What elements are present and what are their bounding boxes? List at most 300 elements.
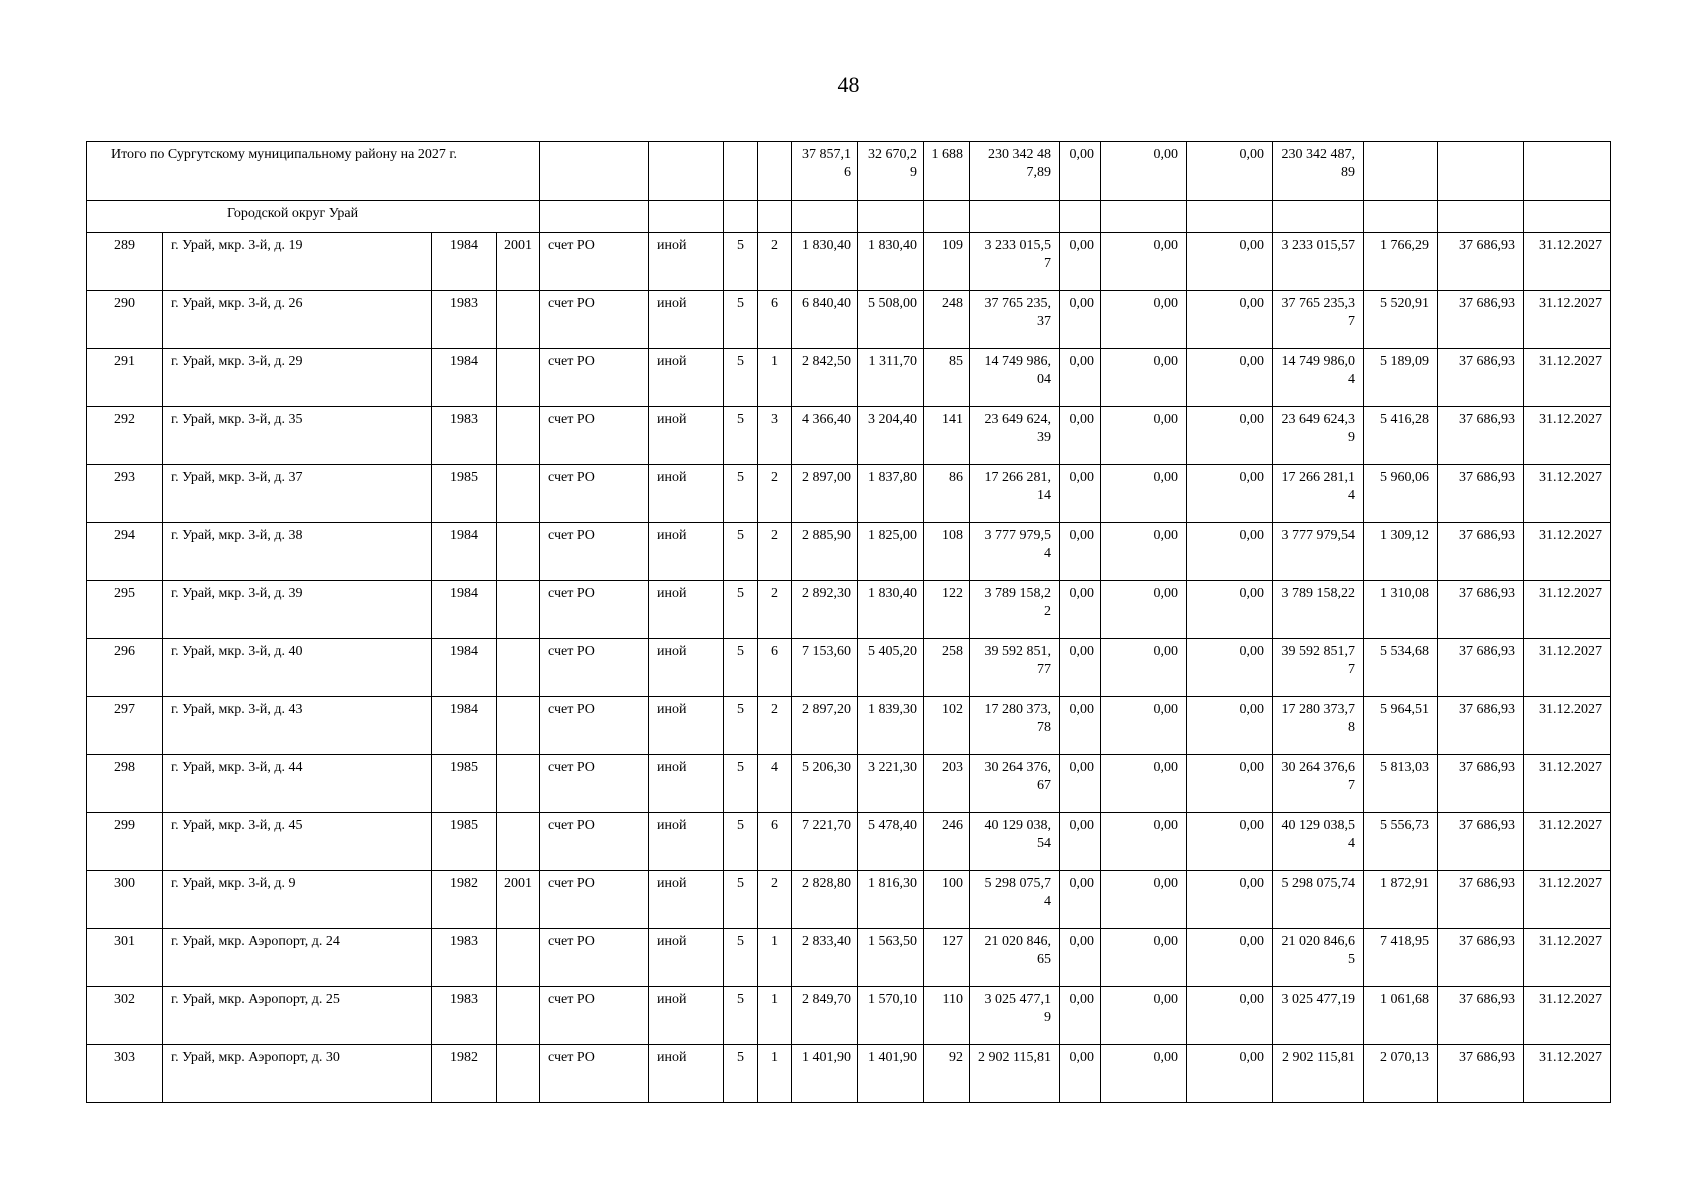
table-body xyxy=(87,142,1611,1103)
cell-owners-share: 2 902 115,81 xyxy=(1273,1045,1364,1103)
cell-fund-share: 0,00 xyxy=(1060,871,1101,929)
cell-empty xyxy=(970,201,1060,233)
cell-year-built: 1982 xyxy=(432,1045,497,1103)
cell-empty xyxy=(1187,201,1273,233)
table-row xyxy=(87,407,1611,465)
table-row xyxy=(87,813,1611,871)
cell-floors: 5 xyxy=(724,233,758,291)
cell-row-number: 290 xyxy=(87,291,163,349)
cell-area-living: 1 311,70 xyxy=(858,349,924,407)
cell-floors: 5 xyxy=(724,987,758,1045)
cell-funding-method: счет РО xyxy=(540,929,649,987)
cell-wall-material: иной xyxy=(649,465,724,523)
cell-entrances: 2 xyxy=(758,523,792,581)
cell-area-living: 3 221,30 xyxy=(858,755,924,813)
cell-owners-share: 37 765 235,37 xyxy=(1273,291,1364,349)
cell-row-number: 289 xyxy=(87,233,163,291)
cell-year-built: 1983 xyxy=(432,929,497,987)
cell-fund-share: 0,00 xyxy=(1060,697,1101,755)
capital-repair-table xyxy=(86,141,1611,1103)
cell-residents: 258 xyxy=(924,639,970,697)
cell-funding-method: счет РО xyxy=(540,291,649,349)
cell-empty xyxy=(1364,201,1438,233)
cell-year-built: 1983 xyxy=(432,291,497,349)
page-number: 48 xyxy=(837,72,860,97)
cell-budget-share-1: 0,00 xyxy=(1101,1045,1187,1103)
cell-cost-total: 17 280 373,78 xyxy=(970,697,1060,755)
total-label: Итого по Сургутскому муниципальному району на 2027 г. xyxy=(87,142,540,201)
cell-year-built: 1984 xyxy=(432,523,497,581)
cell-empty xyxy=(758,201,792,233)
cell-cost-total: 14 749 986,04 xyxy=(970,349,1060,407)
cell-budget-share-2: 0,00 xyxy=(1187,697,1273,755)
cell-funding-method: счет РО xyxy=(540,813,649,871)
cell-unit-cost: 5 960,06 xyxy=(1364,465,1438,523)
cell-owners-share: 40 129 038,54 xyxy=(1273,813,1364,871)
cell-entrances: 2 xyxy=(758,697,792,755)
cell-deadline: 31.12.2027 xyxy=(1524,639,1611,697)
cell-year-last-repair xyxy=(497,639,540,697)
cell-year-built: 1985 xyxy=(432,755,497,813)
cell-floors: 5 xyxy=(724,349,758,407)
cell-owners-share: 3 777 979,54 xyxy=(1273,523,1364,581)
cell-budget-share-1: 0,00 xyxy=(1101,581,1187,639)
cell-max-unit-cost: 37 686,93 xyxy=(1438,291,1524,349)
table-row xyxy=(87,755,1611,813)
cell-wall-material: иной xyxy=(649,1045,724,1103)
cell-empty xyxy=(540,142,649,201)
cell-wall-material: иной xyxy=(649,987,724,1045)
cell-empty xyxy=(1524,201,1611,233)
cell-funding-method: счет РО xyxy=(540,581,649,639)
cell-unit-cost: 5 534,68 xyxy=(1364,639,1438,697)
table-row xyxy=(87,465,1611,523)
cell-fund-share: 0,00 xyxy=(1060,465,1101,523)
cell-budget-share-2: 0,00 xyxy=(1187,233,1273,291)
cell-cost-total: 17 266 281,14 xyxy=(970,465,1060,523)
cell-owners-share: 30 264 376,67 xyxy=(1273,755,1364,813)
cell-funding-method: счет РО xyxy=(540,755,649,813)
cell-max-unit-cost: 37 686,93 xyxy=(1438,697,1524,755)
cell-address: г. Урай, мкр. 3-й, д. 39 xyxy=(163,581,432,639)
cell-max-unit-cost: 37 686,93 xyxy=(1438,755,1524,813)
cell-year-built: 1983 xyxy=(432,407,497,465)
cell-funding-method: счет РО xyxy=(540,465,649,523)
cell-year-built: 1984 xyxy=(432,639,497,697)
cell-wall-material: иной xyxy=(649,755,724,813)
cell-unit-cost: 5 813,03 xyxy=(1364,755,1438,813)
cell-max-unit-cost: 37 686,93 xyxy=(1438,813,1524,871)
cell-row-number: 299 xyxy=(87,813,163,871)
table-row xyxy=(87,1045,1611,1103)
cell-budget-share-1: 0,00 xyxy=(1101,697,1187,755)
cell-row-number: 296 xyxy=(87,639,163,697)
cell-deadline: 31.12.2027 xyxy=(1524,233,1611,291)
table-row xyxy=(87,639,1611,697)
cell-wall-material: иной xyxy=(649,697,724,755)
cell-residents: 246 xyxy=(924,813,970,871)
cell-year-last-repair xyxy=(497,987,540,1045)
cell-residents: 102 xyxy=(924,697,970,755)
cell-empty xyxy=(724,142,758,201)
cell-year-last-repair xyxy=(497,813,540,871)
cell-empty xyxy=(1524,142,1611,201)
cell-residents: 86 xyxy=(924,465,970,523)
cell-budget-share-1: 0,00 xyxy=(1101,233,1187,291)
cell-area-total: 2 897,00 xyxy=(792,465,858,523)
cell-funding-method: счет РО xyxy=(540,407,649,465)
cell-cost-total: 2 902 115,81 xyxy=(970,1045,1060,1103)
cell-empty xyxy=(1364,142,1438,201)
table-row xyxy=(87,233,1611,291)
cell-area-living: 1 401,90 xyxy=(858,1045,924,1103)
cell-funding-method: счет РО xyxy=(540,1045,649,1103)
cell-max-unit-cost: 37 686,93 xyxy=(1438,871,1524,929)
cell-area-living: 1 839,30 xyxy=(858,697,924,755)
cell-area-total: 6 840,40 xyxy=(792,291,858,349)
cell-year-last-repair xyxy=(497,523,540,581)
cell-fund-share: 0,00 xyxy=(1060,639,1101,697)
cell-budget-share-1: 0,00 xyxy=(1101,987,1187,1045)
cell-floors: 5 xyxy=(724,813,758,871)
cell-deadline: 31.12.2027 xyxy=(1524,349,1611,407)
cell-budget-share-1: 0,00 xyxy=(1101,407,1187,465)
cell-wall-material: иной xyxy=(649,349,724,407)
cell-budget-share-2: 0,00 xyxy=(1187,523,1273,581)
table-row xyxy=(87,291,1611,349)
cell-cost-total: 3 777 979,54 xyxy=(970,523,1060,581)
cell-unit-cost: 1 309,12 xyxy=(1364,523,1438,581)
cell-cost-total: 3 233 015,57 xyxy=(970,233,1060,291)
cell-year-last-repair xyxy=(497,349,540,407)
cell-owners-share: 3 025 477,19 xyxy=(1273,987,1364,1045)
table-row xyxy=(87,349,1611,407)
cell-empty xyxy=(1438,201,1524,233)
total-residents: 1 688 xyxy=(924,142,970,201)
cell-area-total: 7 153,60 xyxy=(792,639,858,697)
cell-row-number: 291 xyxy=(87,349,163,407)
cell-residents: 122 xyxy=(924,581,970,639)
cell-owners-share: 14 749 986,04 xyxy=(1273,349,1364,407)
cell-cost-total: 30 264 376,67 xyxy=(970,755,1060,813)
cell-year-last-repair xyxy=(497,465,540,523)
cell-area-total: 2 833,40 xyxy=(792,929,858,987)
total-area-living: 32 670,29 xyxy=(858,142,924,201)
cell-unit-cost: 1 872,91 xyxy=(1364,871,1438,929)
cell-year-built: 1984 xyxy=(432,233,497,291)
cell-residents: 141 xyxy=(924,407,970,465)
cell-funding-method: счет РО xyxy=(540,233,649,291)
cell-funding-method: счет РО xyxy=(540,871,649,929)
cell-residents: 127 xyxy=(924,929,970,987)
cell-entrances: 1 xyxy=(758,349,792,407)
cell-wall-material: иной xyxy=(649,233,724,291)
cell-residents: 248 xyxy=(924,291,970,349)
cell-row-number: 294 xyxy=(87,523,163,581)
cell-budget-share-1: 0,00 xyxy=(1101,813,1187,871)
cell-unit-cost: 5 520,91 xyxy=(1364,291,1438,349)
cell-year-last-repair xyxy=(497,697,540,755)
cell-row-number: 295 xyxy=(87,581,163,639)
cell-entrances: 2 xyxy=(758,871,792,929)
total-area-total: 37 857,16 xyxy=(792,142,858,201)
cell-floors: 5 xyxy=(724,407,758,465)
cell-entrances: 4 xyxy=(758,755,792,813)
cell-fund-share: 0,00 xyxy=(1060,291,1101,349)
cell-empty xyxy=(758,142,792,201)
cell-area-total: 7 221,70 xyxy=(792,813,858,871)
cell-address: г. Урай, мкр. 3-й, д. 26 xyxy=(163,291,432,349)
cell-deadline: 31.12.2027 xyxy=(1524,465,1611,523)
cell-deadline: 31.12.2027 xyxy=(1524,291,1611,349)
cell-area-living: 1 837,80 xyxy=(858,465,924,523)
cell-residents: 109 xyxy=(924,233,970,291)
cell-address: г. Урай, мкр. 3-й, д. 45 xyxy=(163,813,432,871)
cell-funding-method: счет РО xyxy=(540,349,649,407)
cell-fund-share: 0,00 xyxy=(1060,813,1101,871)
cell-floors: 5 xyxy=(724,929,758,987)
cell-row-number: 293 xyxy=(87,465,163,523)
cell-unit-cost: 1 061,68 xyxy=(1364,987,1438,1045)
total-owners: 230 342 487,89 xyxy=(1273,142,1364,201)
cell-residents: 100 xyxy=(924,871,970,929)
cell-budget-share-1: 0,00 xyxy=(1101,929,1187,987)
cell-floors: 5 xyxy=(724,871,758,929)
cell-floors: 5 xyxy=(724,465,758,523)
cell-owners-share: 39 592 851,77 xyxy=(1273,639,1364,697)
cell-budget-share-2: 0,00 xyxy=(1187,407,1273,465)
cell-budget-share-1: 0,00 xyxy=(1101,871,1187,929)
cell-year-last-repair xyxy=(497,1045,540,1103)
cell-funding-method: счет РО xyxy=(540,987,649,1045)
cell-residents: 110 xyxy=(924,987,970,1045)
cell-row-number: 302 xyxy=(87,987,163,1045)
table-row xyxy=(87,581,1611,639)
cell-owners-share: 17 280 373,78 xyxy=(1273,697,1364,755)
cell-residents: 203 xyxy=(924,755,970,813)
cell-fund-share: 0,00 xyxy=(1060,581,1101,639)
cell-address: г. Урай, мкр. 3-й, д. 40 xyxy=(163,639,432,697)
cell-year-last-repair: 2001 xyxy=(497,871,540,929)
cell-cost-total: 23 649 624,39 xyxy=(970,407,1060,465)
cell-fund-share: 0,00 xyxy=(1060,407,1101,465)
cell-entrances: 1 xyxy=(758,987,792,1045)
cell-owners-share: 3 789 158,22 xyxy=(1273,581,1364,639)
cell-wall-material: иной xyxy=(649,407,724,465)
cell-row-number: 297 xyxy=(87,697,163,755)
cell-year-built: 1983 xyxy=(432,987,497,1045)
cell-cost-total: 39 592 851,77 xyxy=(970,639,1060,697)
cell-floors: 5 xyxy=(724,639,758,697)
cell-row-number: 292 xyxy=(87,407,163,465)
cell-address: г. Урай, мкр. 3-й, д. 35 xyxy=(163,407,432,465)
cell-entrances: 6 xyxy=(758,639,792,697)
cell-area-total: 2 849,70 xyxy=(792,987,858,1045)
cell-area-living: 1 830,40 xyxy=(858,581,924,639)
cell-entrances: 2 xyxy=(758,581,792,639)
cell-address: г. Урай, мкр. 3-й, д. 19 xyxy=(163,233,432,291)
cell-budget-share-1: 0,00 xyxy=(1101,639,1187,697)
cell-address: г. Урай, мкр. Аэропорт, д. 30 xyxy=(163,1045,432,1103)
cell-max-unit-cost: 37 686,93 xyxy=(1438,233,1524,291)
cell-area-total: 4 366,40 xyxy=(792,407,858,465)
cell-fund-share: 0,00 xyxy=(1060,929,1101,987)
cell-cost-total: 3 789 158,22 xyxy=(970,581,1060,639)
cell-year-built: 1982 xyxy=(432,871,497,929)
cell-year-last-repair xyxy=(497,929,540,987)
table-row xyxy=(87,871,1611,929)
cell-funding-method: счет РО xyxy=(540,697,649,755)
cell-year-built: 1984 xyxy=(432,349,497,407)
cell-row-number: 301 xyxy=(87,929,163,987)
cell-deadline: 31.12.2027 xyxy=(1524,581,1611,639)
cell-address: г. Урай, мкр. 3-й, д. 9 xyxy=(163,871,432,929)
total-budget-1: 0,00 xyxy=(1101,142,1187,201)
cell-budget-share-2: 0,00 xyxy=(1187,581,1273,639)
cell-address: г. Урай, мкр. 3-й, д. 43 xyxy=(163,697,432,755)
cell-area-living: 1 570,10 xyxy=(858,987,924,1045)
cell-year-last-repair xyxy=(497,581,540,639)
cell-budget-share-1: 0,00 xyxy=(1101,349,1187,407)
cell-owners-share: 5 298 075,74 xyxy=(1273,871,1364,929)
cell-cost-total: 21 020 846,65 xyxy=(970,929,1060,987)
cell-owners-share: 21 020 846,65 xyxy=(1273,929,1364,987)
cell-deadline: 31.12.2027 xyxy=(1524,1045,1611,1103)
cell-floors: 5 xyxy=(724,523,758,581)
cell-deadline: 31.12.2027 xyxy=(1524,407,1611,465)
total-budget-2: 0,00 xyxy=(1187,142,1273,201)
cell-area-total: 1 401,90 xyxy=(792,1045,858,1103)
cell-wall-material: иной xyxy=(649,639,724,697)
cell-budget-share-2: 0,00 xyxy=(1187,1045,1273,1103)
cell-year-last-repair xyxy=(497,291,540,349)
cell-max-unit-cost: 37 686,93 xyxy=(1438,639,1524,697)
cell-budget-share-2: 0,00 xyxy=(1187,813,1273,871)
cell-cost-total: 5 298 075,74 xyxy=(970,871,1060,929)
cell-max-unit-cost: 37 686,93 xyxy=(1438,349,1524,407)
cell-area-total: 1 830,40 xyxy=(792,233,858,291)
cell-unit-cost: 1 766,29 xyxy=(1364,233,1438,291)
cell-unit-cost: 1 310,08 xyxy=(1364,581,1438,639)
cell-entrances: 2 xyxy=(758,465,792,523)
cell-row-number: 303 xyxy=(87,1045,163,1103)
cell-budget-share-2: 0,00 xyxy=(1187,349,1273,407)
cell-wall-material: иной xyxy=(649,291,724,349)
cell-fund-share: 0,00 xyxy=(1060,233,1101,291)
cell-empty xyxy=(540,201,649,233)
total-row xyxy=(87,142,1611,201)
cell-budget-share-1: 0,00 xyxy=(1101,755,1187,813)
cell-cost-total: 37 765 235,37 xyxy=(970,291,1060,349)
cell-area-living: 5 478,40 xyxy=(858,813,924,871)
cell-unit-cost: 7 418,95 xyxy=(1364,929,1438,987)
cell-area-living: 3 204,40 xyxy=(858,407,924,465)
cell-budget-share-2: 0,00 xyxy=(1187,755,1273,813)
cell-fund-share: 0,00 xyxy=(1060,523,1101,581)
cell-row-number: 298 xyxy=(87,755,163,813)
cell-floors: 5 xyxy=(724,581,758,639)
cell-residents: 108 xyxy=(924,523,970,581)
cell-unit-cost: 5 189,09 xyxy=(1364,349,1438,407)
cell-address: г. Урай, мкр. 3-й, д. 29 xyxy=(163,349,432,407)
cell-area-total: 2 892,30 xyxy=(792,581,858,639)
cell-empty xyxy=(1273,201,1364,233)
cell-owners-share: 23 649 624,39 xyxy=(1273,407,1364,465)
cell-budget-share-1: 0,00 xyxy=(1101,465,1187,523)
cell-fund-share: 0,00 xyxy=(1060,987,1101,1045)
cell-max-unit-cost: 37 686,93 xyxy=(1438,987,1524,1045)
cell-unit-cost: 5 964,51 xyxy=(1364,697,1438,755)
cell-wall-material: иной xyxy=(649,813,724,871)
cell-unit-cost: 5 416,28 xyxy=(1364,407,1438,465)
cell-floors: 5 xyxy=(724,291,758,349)
cell-deadline: 31.12.2027 xyxy=(1524,697,1611,755)
cell-area-living: 1 825,00 xyxy=(858,523,924,581)
cell-year-built: 1984 xyxy=(432,697,497,755)
cell-address: г. Урай, мкр. Аэропорт, д. 24 xyxy=(163,929,432,987)
cell-area-total: 2 885,90 xyxy=(792,523,858,581)
cell-owners-share: 3 233 015,57 xyxy=(1273,233,1364,291)
cell-empty xyxy=(1438,142,1524,201)
total-fund: 0,00 xyxy=(1060,142,1101,201)
cell-budget-share-2: 0,00 xyxy=(1187,871,1273,929)
cell-area-living: 5 508,00 xyxy=(858,291,924,349)
cell-funding-method: счет РО xyxy=(540,523,649,581)
cell-area-total: 5 206,30 xyxy=(792,755,858,813)
cell-empty xyxy=(858,201,924,233)
cell-area-living: 1 816,30 xyxy=(858,871,924,929)
total-cost: 230 342 487,89 xyxy=(970,142,1060,201)
cell-empty xyxy=(649,142,724,201)
cell-area-living: 5 405,20 xyxy=(858,639,924,697)
cell-floors: 5 xyxy=(724,755,758,813)
cell-entrances: 6 xyxy=(758,291,792,349)
table-row xyxy=(87,929,1611,987)
cell-entrances: 2 xyxy=(758,233,792,291)
table-row xyxy=(87,523,1611,581)
section-row xyxy=(87,201,1611,233)
cell-entrances: 1 xyxy=(758,929,792,987)
cell-budget-share-2: 0,00 xyxy=(1187,465,1273,523)
table-row xyxy=(87,987,1611,1045)
cell-budget-share-2: 0,00 xyxy=(1187,291,1273,349)
cell-wall-material: иной xyxy=(649,523,724,581)
cell-residents: 85 xyxy=(924,349,970,407)
cell-entrances: 3 xyxy=(758,407,792,465)
cell-address: г. Урай, мкр. Аэропорт, д. 25 xyxy=(163,987,432,1045)
cell-max-unit-cost: 37 686,93 xyxy=(1438,1045,1524,1103)
cell-empty xyxy=(649,201,724,233)
cell-max-unit-cost: 37 686,93 xyxy=(1438,581,1524,639)
cell-empty xyxy=(924,201,970,233)
table-row xyxy=(87,697,1611,755)
cell-budget-share-2: 0,00 xyxy=(1187,929,1273,987)
cell-year-built: 1984 xyxy=(432,581,497,639)
cell-floors: 5 xyxy=(724,697,758,755)
cell-deadline: 31.12.2027 xyxy=(1524,813,1611,871)
section-title: Городской округ Урай xyxy=(87,201,540,233)
cell-year-last-repair xyxy=(497,407,540,465)
cell-deadline: 31.12.2027 xyxy=(1524,871,1611,929)
cell-empty xyxy=(792,201,858,233)
cell-deadline: 31.12.2027 xyxy=(1524,987,1611,1045)
cell-fund-share: 0,00 xyxy=(1060,755,1101,813)
cell-funding-method: счет РО xyxy=(540,639,649,697)
cell-budget-share-1: 0,00 xyxy=(1101,291,1187,349)
cell-max-unit-cost: 37 686,93 xyxy=(1438,465,1524,523)
cell-empty xyxy=(724,201,758,233)
cell-address: г. Урай, мкр. 3-й, д. 44 xyxy=(163,755,432,813)
